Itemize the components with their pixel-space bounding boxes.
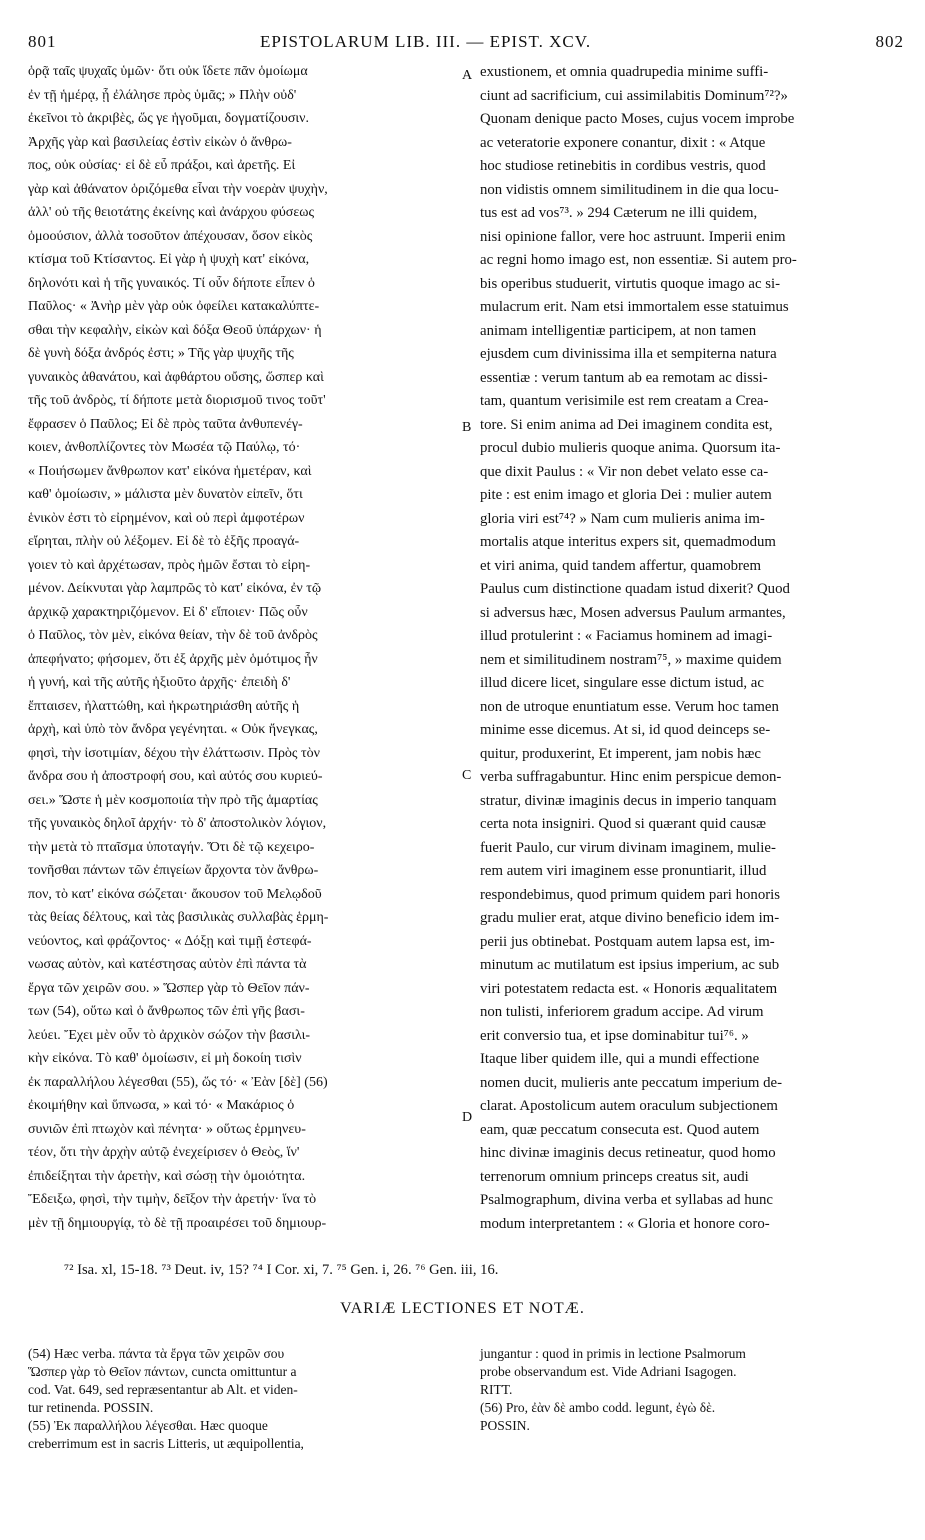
greek-text-line: ὁ Παῦλος, τὸν μὲν, εἰκόνα θείαν, τὴν δὲ τοῦ ἀνδρὸς (28, 628, 318, 643)
greek-text-line: πος, οὐκ οὐσίας· εἰ δὲ εὖ πράξοι, καὶ ἀρετῆς. Εἰ (28, 158, 296, 173)
latin-text-line: Itaque liber quidem ille, qui a mundi effectione (480, 1051, 760, 1067)
greek-text-line: Ἀρχῆς γὰρ καὶ βασιλείας ἐστὶν εἰκὼν ὁ ἄνθρω- (28, 134, 292, 150)
greek-text-line: φησὶ, τὴν ἰσοτιμίαν, δέχου τὴν ἐλάττωσιν. Πρὸς τὸν (28, 745, 320, 761)
running-title: EPISTOLARUM LIB. III. — EPIST. XCV. (260, 32, 592, 51)
greek-text-line: ἐκεῖνοι τὸ ἀκριβὲς, ὥς γε ἡγοῦμαι, δογματίζουσιν. (28, 111, 309, 126)
latin-text-line: rem autem viri imaginem esse pronuntiarit, illud (480, 863, 767, 879)
greek-text-line: ἔπταισεν, ἠλαττώθη, καὶ ἠκρωτηριάσθη αὐτῆς ἡ (28, 698, 300, 714)
margin-letter-d: D (462, 1110, 473, 1125)
latin-text-line: verba suffragabuntur. Hinc enim perspicue demon- (480, 769, 782, 785)
greek-text-line: ἀπεφήνατο; φήσομεν, ὅτι ἐξ ἀρχῆς μὲν ὁμότιμος ἦν (28, 651, 318, 667)
greek-text-line: καθ' ὁμοίωσιν, » μάλιστα μὲν δυνατὸν εἰπεῖν, ὅτι (28, 487, 303, 502)
note-left-line: creberrimum est in sacris Litteris, ut æquipollentia, (28, 1436, 304, 1451)
latin-text-line: Quonam denique pacto Moses, cujus vocem improbe (480, 111, 795, 127)
latin-text-line: gloria viri est⁷⁴? » Nam cum mulieris anima im- (480, 510, 765, 527)
latin-text-column (480, 64, 905, 1254)
greek-text-line: πον, τὸ κατ' εἰκόνα σώζεται· ἄκουσον τοῦ Μελῳδοῦ (28, 886, 322, 902)
greek-text-line: κτίσμα τοῦ Κτίσαντος. Εἰ γὰρ ἡ ψυχὴ κατ' εἰκόνα, (28, 252, 310, 267)
greek-text-line: των (54), οὕτω καὶ ὁ ἄνθρωπος τῶν ἐπὶ γῆς βασι- (28, 1004, 305, 1019)
greek-text-line: ἀλλ' οὐ τῆς θειοτάτης ἐκείνης καὶ ἀνάρχου φύσεως (28, 205, 314, 220)
latin-text-line: illud dicere licet, singulare esse dictum istud, ac (480, 675, 764, 691)
greek-text-line: ἡ γυνή, καὶ τῆς αὐτῆς ἠξιοῦτο ἀρχῆς· ἐπειδὴ δ' (28, 675, 291, 690)
note-right-line: probe observandum est. Vide Adriani Isagogen. (480, 1364, 737, 1379)
latin-text-line: procul dubio mulieris quoque anima. Quorsum ita- (480, 440, 781, 456)
greek-text-line: ἔργα τῶν χειρῶν σου. » Ὥσπερ γὰρ τὸ Θεῖον πάν- (28, 980, 310, 996)
latin-text-line: nomen ducit, mulieris ante peccatum imperium de- (480, 1074, 783, 1091)
note-left-line: (54) Hæc verba. πάντα τὰ ἔργα τῶν χειρῶν σου (28, 1346, 285, 1361)
latin-text-line: mortalis atque interitus expers sit, quemadmodum (480, 534, 776, 550)
greek-text-line: δὲ γυνὴ δόξα ἀνδρός ἐστι; » Τῆς γὰρ ψυχῆς τῆς (28, 346, 294, 361)
note-left-line: (55) Ἐκ παραλλήλου λέγεσθαι. Hæc quoque (28, 1418, 268, 1433)
latin-text-line: illud protulerint : « Faciamus hominem ad imagi- (480, 628, 773, 644)
latin-text-line: perii jus obtinebat. Postquam autem lapsa est, im- (480, 933, 775, 950)
note-right-line: RITT. (480, 1382, 513, 1397)
page-number-left: 801 (28, 32, 57, 51)
latin-text-line: clarat. Apostolicum autem oraculum subjectionem (480, 1098, 778, 1114)
greek-text-line: γὰρ καὶ ἀθάνατον ὁριζόμεθα εἶναι τὴν νοερὰν ψυχὴν, (28, 181, 328, 197)
latin-text-line: bis operibus studuerit, virtutis quoque imago ac si- (480, 275, 781, 292)
latin-text-line: ac regni homo imago est, non essentiæ. Si autem pro- (480, 252, 797, 268)
greek-text-line: τῆς γυναικὸς δηλοῖ ἀρχήν· τὸ δ' ἀποστολικὸν λόγιον, (28, 816, 327, 831)
greek-text-line: τὴν μετὰ τὸ πταῖσμα ὑποταγήν. Ὅτι δὲ τῷ κεχειρο- (28, 839, 315, 855)
greek-text-line: ἔφρασεν ὁ Παῦλος; Εἰ δὲ πρὸς ταῦτα ἀνθυπενέγ- (28, 416, 303, 432)
latin-text-line: hinc divinæ imaginis decus retineatur, quod homo (480, 1145, 776, 1161)
margin-letter-b: B (462, 420, 472, 435)
latin-text-line: ciunt ad sacrificium, cui assimilabitis Dominum⁷²?» (480, 87, 788, 104)
latin-text-line: exustionem, et omnia quadrupedia minime suffi- (480, 64, 769, 80)
greek-text-line: σει.» Ὥστε ἡ μὲν κοσμοποιία τὴν πρὸ τῆς ἁμαρτίας (28, 792, 318, 808)
greek-text-line: ἐπιδείξηται τὴν ἀρετὴν, καὶ σώσῃ τὴν ὁμοιότητα. (28, 1168, 306, 1184)
latin-text-line: et viri anima, quid tandem affertur, quamobrem (480, 557, 762, 574)
latin-text-line: ac veteratorie exponere conantur, dixit : « Atque (480, 134, 766, 151)
greek-text-line: νωσας αὐτὸν, καὶ κατέστησας αὐτὸν ἐπὶ πάντα τὰ (28, 957, 307, 972)
greek-text-line: ἄνδρα σου ἡ ἀποστροφή σου, καὶ αὐτός σου κυριεύ- (28, 769, 323, 784)
latin-text-line: hoc studiose retinebitis in cordibus vestris, quod (480, 158, 766, 174)
page-header (28, 32, 904, 56)
margin-letter-a: A (462, 68, 473, 83)
greek-text-line: συνιῶν ἐπὶ πτωχὸν καὶ πένητα· » οὕτως ἑρμηνευ- (28, 1121, 306, 1137)
greek-text-line: λεύει. Ἔχει μὲν οὖν τὸ ἀρχικὸν σώζον τὴν βασιλι- (28, 1027, 311, 1043)
latin-text-line: si adversus hæc, Mosen adversus Paulum armantes, (480, 604, 786, 621)
greek-text-line: ἐκ παραλλήλου λέγεσθαι (55), ὥς τό· « Ἐὰν [δὲ] (56) (28, 1074, 328, 1090)
margin-letter-c: C (462, 768, 472, 783)
latin-text-line: nisi opinione fallor, vere hoc astruunt. Imperii enim (480, 228, 786, 245)
greek-text-line: γοιεν τὸ καὶ ἀρχέτωσαν, πρὸς ἡμῶν ἔσται τὸ εἰρη- (28, 557, 311, 573)
greek-text-line: εἴρηται, πλὴν οὐ λέξομεν. Εἰ δὲ τὸ ἑξῆς προαγά- (28, 534, 300, 549)
latin-text-line: nem et similitudinem nostram⁷⁵, » maxime quidem (480, 651, 782, 668)
greek-text-line: μὲν τῇ δημιουργίᾳ, τὸ δὲ τῇ προαιρέσει τοῦ δημιουρ- (28, 1215, 327, 1231)
greek-text-line: ὁμοούσιον, ἀλλὰ τοσοῦτον ἀπέχουσαν, ὅσον εἰκὸς (28, 228, 313, 244)
greek-text-line: « Ποιήσωμεν ἄνθρωπον κατ' εἰκόνα ἡμετέραν, καὶ (28, 463, 312, 479)
footnote-refs-line: ⁷² Isa. xl, 15-18. ⁷³ Deut. iv, 15? ⁷⁴ I Cor. xi, 7. ⁷⁵ Gen. i, 26. ⁷⁶ Gen. iii, 16. (64, 1262, 499, 1278)
note-right-line: (56) Pro, ἐὰν δὲ ambo codd. legunt, ἐγὼ δὲ. (480, 1400, 716, 1415)
note-left-line: cod. Vat. 649, sed repræsentantur ab Alt. et viden- (28, 1382, 298, 1397)
latin-text-line: Paulus cum distinctione quadam istud dixerit? Quod (480, 581, 790, 597)
latin-text-line: fuerit Paulo, cur virum divinam imaginem, mulie- (480, 839, 776, 856)
greek-text-line: ἐκοιμήθην καὶ ὕπνωσα, » καὶ τό· « Μακάριος ὁ (28, 1098, 295, 1113)
latin-text-line: Psalmographum, divina verba et syllabas ad hunc (480, 1192, 773, 1208)
note-right-line: jungantur : quod in primis in lectione Psalmorum (480, 1346, 746, 1361)
greek-text-line: ὁρᾷ ταῖς ψυχαῖς ὑμῶν· ὅτι οὐκ ἴδετε πᾶν ὁμοίωμα (28, 64, 308, 79)
latin-text-line: animam intelligentiæ participem, at non tamen (480, 322, 757, 339)
latin-text-line: essentiæ : verum tantum ab ea remotam ac dissi- (480, 369, 768, 386)
greek-text-line: ἀρχικῷ χαρακτηριζόμενον. Εἰ δ' εἴποιεν· Πῶς οὖν (28, 604, 308, 620)
latin-text-line: ejusdem cum divinissima illa et sempiterna natura (480, 346, 777, 362)
latin-text-line: tam, quantum verisimile est rem creatam a Crea- (480, 393, 769, 409)
latin-text-line: modum interpretantem : « Gloria et honore coro- (480, 1215, 770, 1232)
greek-text-line: ἐν τῇ ἡμέρᾳ, ᾗ ἐλάλησε πρὸς ὑμᾶς; » Πλὴν οὐδ' (28, 87, 297, 103)
latin-text-line: que dixit Paulus : « Vir non debet velato esse ca- (480, 463, 769, 480)
greek-text-line: γυναικὸς ἀθανάτου, καὶ ἀφθάρτου οὔσης, ὥσπερ καὶ (28, 369, 324, 385)
latin-text-line: non de utroque enuntiatum esse. Verum hoc tamen (480, 698, 779, 715)
greek-text-line: κὴν εἰκόνα. Τὸ καθ' ὁμοίωσιν, εἰ μὴ δοκοίη τισὶν (28, 1051, 302, 1066)
latin-text-line: respondebimus, quod primum quidem pari honoris (480, 886, 781, 903)
greek-text-line: ἑνικὸν ἐστι τὸ εἰρημένον, καὶ οὐ περὶ ἀμφοτέρων (28, 510, 305, 526)
greek-text-column (28, 64, 458, 1254)
latin-text-line: pite : est enim imago et gloria Dei : mulier autem (480, 487, 772, 503)
latin-text-line: stratur, divinæ imaginis decus in imperio tanquam (480, 792, 777, 809)
greek-text-line: δηλονότι καὶ ἡ τῆς γυναικός. Τί οὖν δήποτε εἶπεν ὁ (28, 275, 315, 291)
greek-text-line: σθαι τὴν κεφαλὴν, εἰκὼν καὶ δόξα Θεοῦ ὑπάρχων· ἡ (28, 322, 322, 338)
latin-text-line: non vidistis omnem similitudinem in die qua locu- (480, 181, 779, 198)
note-left-line: Ὥσπερ γὰρ τὸ Θεῖον πάντων, cuncta omittuntur a (28, 1364, 297, 1379)
note-right-line: POSSIN. (480, 1418, 530, 1433)
greek-text-line: τὰς θείας δέλτους, καὶ τὰς βασιλικὰς συλλαβὰς ἑρμη- (28, 910, 329, 925)
latin-text-line: tus est ad vos⁷³. » 294 Cæterum ne illi quidem, (480, 205, 758, 221)
latin-text-line: minime esse dicemus. At si, id quod deinceps se- (480, 722, 771, 738)
latin-text-line: eam, quæ peccatum consecuta est. Quod autem (480, 1121, 760, 1138)
greek-text-line: Παῦλος· « Ἀνὴρ μὲν γὰρ οὐκ ὀφείλει κατακαλύπτε- (28, 299, 320, 314)
greek-text-line: νεύοντος, καὶ φράζοντος· « Δόξῃ καὶ τιμῇ ἐστεφά- (28, 933, 312, 949)
greek-text-line: μένον. Δείκνυται γὰρ λαμπρῶς τὸ κατ' εἰκόνα, ἐν τῷ (28, 581, 322, 596)
latin-text-line: viri potestatem redacta est. « Honoris æqualitatem (480, 980, 778, 997)
latin-text-line: erit conversio tua, et ipse dominabitur tui⁷⁶. » (480, 1027, 749, 1044)
latin-text-line: gradu mulier erat, atque divino beneficio idem im- (480, 910, 780, 926)
greek-text-line: τῆς τοῦ ἀνδρὸς, τί δήποτε μετὰ διορισμοῦ τινος τοῦτ' (28, 393, 326, 408)
greek-text-line: τονῆσθαι πάντων τῶν ἐπιγείων ἄρχοντα τὸν ἄνθρω- (28, 863, 319, 878)
latin-text-line: mulacrum erit. Nam etsi immortalem esse statuimus (480, 299, 789, 315)
latin-text-line: tore. Si enim anima ad Dei imaginem condita est, (480, 416, 773, 433)
greek-text-line: ἀρχὴ, καὶ ὑπὸ τὸν ἄνδρα γεγένηται. « Οὐκ ἤνεγκας, (28, 722, 318, 737)
latin-text-line: certa nota insigniri. Quod si quærant quid causæ (480, 816, 767, 832)
page-number-right: 802 (875, 32, 904, 51)
greek-text-line: Ἔδειξω, φησὶ, τὴν τιμὴν, δεῖξον τὴν ἀρετήν· ἵνα τὸ (28, 1192, 317, 1207)
notes-title: VARIÆ LECTIONES ET NOTÆ. (340, 1300, 585, 1317)
latin-text-line: non tulisti, inferiorem gradum accipe. Ad virum (480, 1004, 764, 1020)
latin-text-line: terrenorum omnium princeps creatus sit, audi (480, 1168, 749, 1185)
note-left-line: tur retinenda. POSSIN. (28, 1400, 154, 1415)
greek-text-line: κοιεν, ἀνθοπλίζοντες τὸν Μωσέα τῷ Παύλῳ, τό· (28, 440, 301, 455)
latin-text-line: quitur, produxerint, Et imperent, jam nobis hæc (480, 745, 761, 762)
greek-text-line: τέον, ὅτι τὴν ἀρχὴν αὐτῷ ἐνεχείρισεν ὁ Θεὸς, ἵν' (28, 1145, 300, 1160)
latin-text-line: minutum ac mutilatum est ipsius imperium, ac sub (480, 957, 780, 973)
